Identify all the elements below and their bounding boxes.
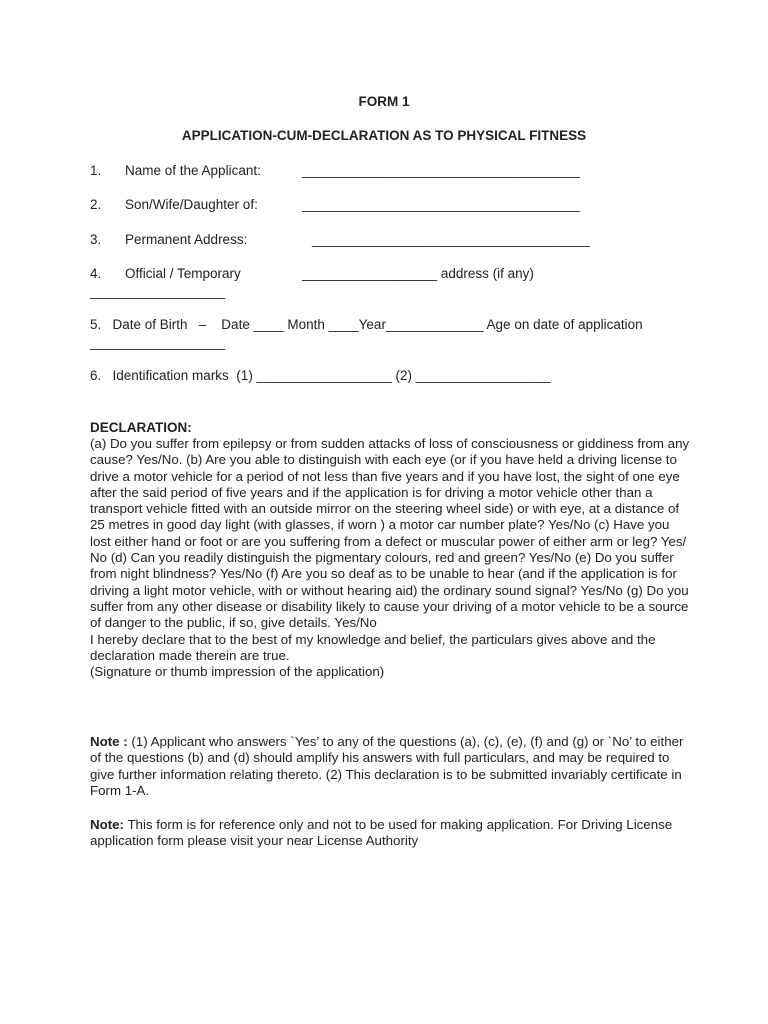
- field-4-number: 4.: [90, 266, 102, 281]
- field-4-continuation: __________________: [90, 284, 226, 299]
- form-title: FORM 1: [358, 94, 410, 109]
- field-1-number: 1.: [90, 163, 102, 178]
- note-2: [90, 817, 690, 850]
- field-4-blank: __________________ address (if any): [302, 266, 534, 281]
- declaration-heading: DECLARATION:: [90, 420, 192, 435]
- note-1-text: (1) Applicant who answers `Yes’ to any of the questions (a), (c), (e), (f) and (g) or `No’ to either of the questions (b) and (d) should amplify his answers with full particulars, and may be required to give further information relating thereto. (2) This declaration is to be submitted invariably certificate in Form 1-A.: [90, 734, 684, 798]
- note-1: [90, 734, 690, 799]
- field-4-label: Official / Temporary: [125, 266, 241, 281]
- field-2-blank: _____________________________________: [302, 197, 580, 212]
- field-5-continuation: __________________: [90, 335, 226, 350]
- field-1-label: Name of the Applicant:: [125, 163, 261, 178]
- field-2-label: Son/Wife/Daughter of:: [125, 197, 258, 212]
- field-3-blank: _____________________________________: [312, 232, 590, 247]
- field-6-identification-marks: 6. Identification marks (1) __________________ (2) __________________: [90, 368, 551, 383]
- declaration-affirmation: I hereby declare that to the best of my knowledge and belief, the particulars gives above and the declaration made therein are true.: [90, 631, 656, 663]
- note-1-label: Note :: [90, 734, 128, 749]
- field-3-label: Permanent Address:: [125, 232, 248, 247]
- declaration-questions: (a) Do you suffer from epilepsy or from sudden attacks of loss of consciousness or giddiness from any cause? Yes/No. (b) Are you able to distinguish with each eye (or if you have held a driving license to drive a motor vehicle for a period of not less than five years and if you have lost, the sight of one eye after the said period of five years and if the application is for driving a motor vehicle other than a transport vehicle fitted with an outside mirror on the steering wheel side) or with eye, at a distance of 25 metres in good day light (with glasses, if worn ) a motor car number plate? Yes/No (c) Have you lost either hand or foot or are you suffering from a defect or muscular power of either arm or leg? Yes/ No (d) Can you readily distinguish the pigmentary colours, red and green? Yes/No (e) Do you suffer from night blindness? Yes/No (f) Are you so deaf as to be unable to hear (and if the application is for driving a light motor vehicle, with or without hearing aid) the ordinary sound signal? Yes/No (g) Do you suffer from any other disease or disability likely to cause your driving of a motor vehicle to be a source of danger to the public, if so, give details. Yes/No: [90, 436, 690, 631]
- field-3-number: 3.: [90, 232, 102, 247]
- note-2-text: This form is for reference only and not to be used for making application. For Driving License application form please visit your near License Authority: [90, 817, 673, 849]
- field-1-blank: _____________________________________: [302, 163, 580, 178]
- field-5-date-of-birth: 5. Date of Birth – Date ____ Month ____Year_____________ Age on date of application: [90, 317, 643, 332]
- declaration-body: [90, 436, 690, 680]
- field-2-number: 2.: [90, 197, 102, 212]
- form-subtitle: APPLICATION-CUM-DECLARATION AS TO PHYSICAL FITNESS: [181, 128, 587, 143]
- signature-line: (Signature or thumb impression of the application): [90, 664, 385, 680]
- note-2-label: Note:: [90, 817, 124, 832]
